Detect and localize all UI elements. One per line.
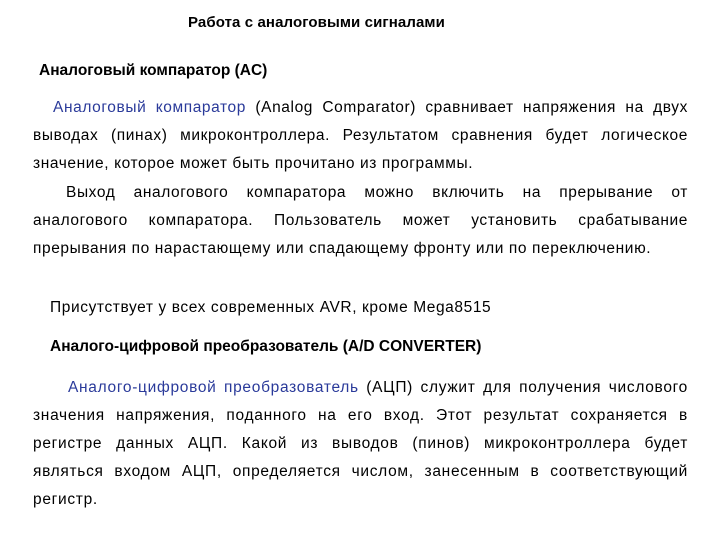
page-title: Работа с аналоговыми сигналами (188, 14, 445, 31)
paragraph-comparator-availability: Присутствует у всех современных AVR, кроме Mega8515 (50, 299, 492, 316)
paragraph-adc-description (33, 374, 688, 514)
paragraph-text: (АЦП) служит для получения числового значения напряжения, поданного на его вход. Этот результат сохраняется в регистре данных АЦП. Какой из выводов (пинов) микроконтроллера будет являться входом АЦП, определяется числом, занесенным в соответствующий регистр. (33, 379, 688, 508)
section-heading-analog-comparator: Аналоговый компаратор (AC) (39, 62, 268, 79)
term-analog-comparator: Аналоговый компаратор (53, 99, 247, 116)
paragraph-text: (Analog Comparator) сравнивает напряжения на двух выводах (пинах) микроконтроллера. Результатом сравнения будет логическое значение, которое может быть прочитано из программы. (33, 99, 688, 172)
paragraph-comparator-interrupt: Выход аналогового компаратора можно включить на прерывание от аналогового компаратора. Пользователь может установить срабатывание прерывания по нарастающему или спадающему фронту или по переключению. (33, 184, 688, 257)
term-adc: Аналого-цифровой преобразователь (68, 379, 359, 396)
paragraph-comparator-description (33, 94, 688, 178)
section-heading-adc: Аналого-цифровой преобразователь (A/D CONVERTER) (50, 338, 482, 355)
